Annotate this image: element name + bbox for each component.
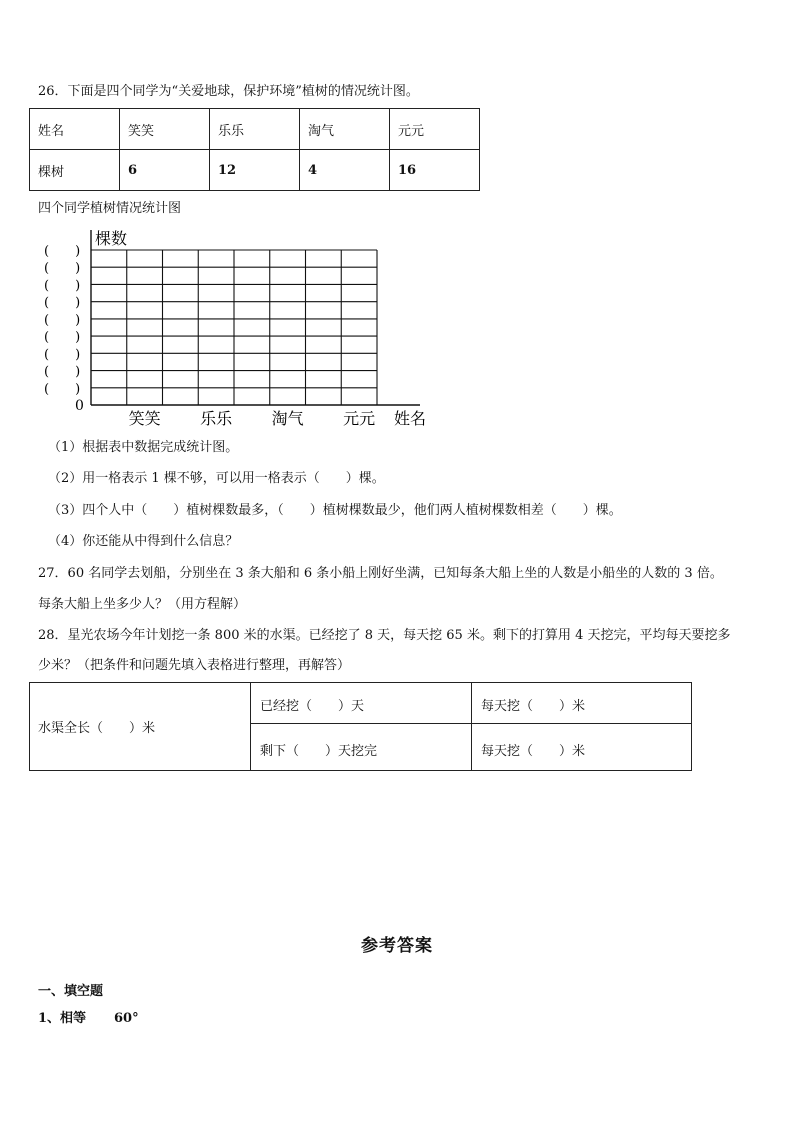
meters-per-day-dug: 每天挖（ ）米 [481, 699, 586, 714]
x-tick-label: 笑笑 [128, 409, 161, 428]
remaining-days: 剩下（ ）天挖完 [260, 744, 378, 759]
y-axis-label: 棵数 [95, 229, 128, 248]
q26-text: 26．下面是四个同学为“关爱地球，保护环境”植树的情况统计图。 [38, 84, 419, 99]
days-dug: 已经挖（ ）天 [260, 699, 365, 714]
table-cell: 4 [300, 150, 390, 191]
table-cell: 乐乐 [210, 109, 300, 150]
table-cell: 笑笑 [120, 109, 210, 150]
table-cell: 姓名 [30, 109, 120, 150]
answers-title: 参考答案 [361, 936, 433, 956]
meters-per-day-remaining: 每天挖（ ）米 [481, 744, 586, 759]
y-tick-blank: ( ) [44, 295, 81, 311]
q26-sub2: （2）用一格表示 1 棵不够，可以用一格表示（ ）棵。 [48, 471, 385, 486]
q26-sub3: （3）四个人中（ ）植树棵数最多，（ ）植树棵数最少，他们两人植树棵数相差（ ）棵。 [48, 503, 622, 518]
q26-data-table [29, 108, 480, 191]
table-row [30, 150, 480, 191]
x-axis-label: 姓名 [394, 409, 427, 428]
q28-organize-table [29, 682, 692, 771]
table-cell: 元元 [390, 109, 480, 150]
answers-section: 一、填空题 [38, 984, 104, 999]
q28-text-line2: 少米？（把条件和问题先填入表格进行整理，再解答） [38, 658, 351, 673]
y-tick-blank: ( ) [44, 278, 81, 294]
x-tick-label: 元元 [343, 409, 376, 428]
y-tick-blank: ( ) [44, 364, 81, 380]
answer-item-1: 1、相等 [38, 1011, 87, 1026]
y-tick-blank: ( ) [44, 244, 81, 259]
table-cell: 棵树 [30, 150, 120, 191]
y-tick-blank: ( ) [44, 381, 81, 397]
canal-total-length: 水渠全长（ ）米 [38, 721, 156, 736]
y-tick-blank: ( ) [44, 261, 81, 277]
q27-text-line1: 27．60 名同学去划船，分别坐在 3 条大船和 6 条小船上刚好坐满，已知每条大船上坐的人数是小船坐的人数的 3 倍。 [38, 566, 723, 581]
y-tick-blank: ( ) [44, 330, 81, 346]
table-cell: 6 [120, 150, 210, 191]
answer-item-1-value: 60° [114, 1011, 139, 1026]
table-cell: 16 [390, 150, 480, 191]
bar-chart-grid [30, 222, 440, 432]
q28-text-line1: 28．星光农场今年计划挖一条 800 米的水渠。已经挖了 8 天，每天挖 65 米。剩下的打算用 4 天挖完，平均每天要挖多 [38, 628, 731, 643]
x-tick-label: 淘气 [271, 409, 304, 428]
y-axis-zero: 0 [75, 398, 84, 414]
x-tick-label: 乐乐 [200, 409, 233, 428]
q26-sub4: （4）你还能从中得到什么信息？ [48, 534, 239, 549]
y-tick-blank: ( ) [44, 312, 81, 328]
q26-sub1: （1）根据表中数据完成统计图。 [48, 440, 239, 455]
table-cell: 12 [210, 150, 300, 191]
chart-caption: 四个同学植树情况统计图 [38, 201, 182, 216]
q27-text-line2: 每条大船上坐多少人？（用方程解） [38, 597, 247, 612]
y-tick-blank: ( ) [44, 347, 81, 363]
table-cell: 淘气 [300, 109, 390, 150]
table-row [30, 109, 480, 150]
